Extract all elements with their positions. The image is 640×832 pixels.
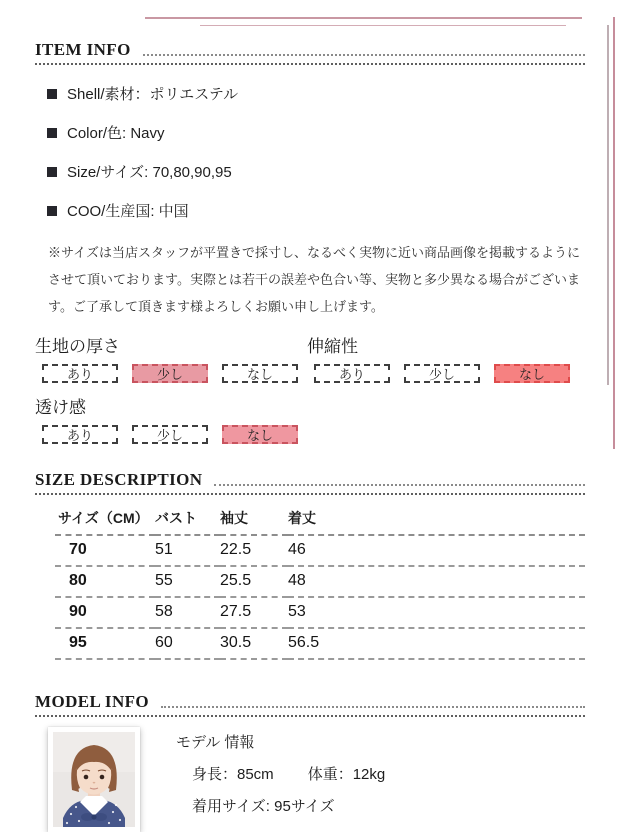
dotted-rule xyxy=(161,706,585,708)
column-header-sleeve: 袖丈 xyxy=(220,505,288,535)
model-info-header xyxy=(35,692,585,717)
cell-length: 53 xyxy=(288,597,585,628)
table-row xyxy=(55,628,585,659)
cell-sleeve: 27.5 xyxy=(220,597,288,628)
list-item-color xyxy=(35,122,585,143)
cell-sleeve: 22.5 xyxy=(220,535,288,566)
fabric-attributes xyxy=(35,332,585,444)
bullet-square-icon xyxy=(47,167,57,177)
option-box-ari: あり xyxy=(314,364,390,383)
item-info-list xyxy=(35,83,585,221)
attribute-group-thickness xyxy=(35,332,307,383)
model-info-title: MODEL INFO xyxy=(35,692,150,711)
size-description-header xyxy=(35,470,585,495)
cell-length: 46 xyxy=(288,535,585,566)
decorative-side-line-2 xyxy=(613,17,615,449)
cell-bust: 58 xyxy=(155,597,220,628)
cell-bust: 51 xyxy=(155,535,220,566)
option-box-nashi: なし xyxy=(222,364,298,383)
attribute-options xyxy=(42,364,307,383)
dotted-rule xyxy=(143,54,585,56)
cell-size: 90 xyxy=(55,597,155,628)
attribute-label: 生地の厚さ xyxy=(35,337,120,356)
cell-bust: 55 xyxy=(155,566,220,597)
size-table-header-row xyxy=(55,505,585,535)
decorative-top-line-2 xyxy=(200,25,566,26)
column-header-size: サイズ（CM） xyxy=(55,505,155,535)
list-item-label: Color/色: Navy xyxy=(67,125,165,142)
cell-bust: 60 xyxy=(155,628,220,659)
bullet-square-icon xyxy=(47,128,57,138)
list-item-label: Shell/素材：ポリエステル xyxy=(67,86,239,103)
column-header-length: 着丈 xyxy=(288,505,585,535)
option-box-sukoshi-selected: 少し xyxy=(132,364,208,383)
decorative-side-line-1 xyxy=(607,25,609,385)
cell-length: 56.5 xyxy=(288,628,585,659)
cell-size: 70 xyxy=(55,535,155,566)
cell-length: 48 xyxy=(288,566,585,597)
model-height-weight xyxy=(192,763,385,784)
decorative-top-line-1 xyxy=(145,17,582,19)
attribute-label: 透け感 xyxy=(35,398,86,417)
option-box-ari: あり xyxy=(42,364,118,383)
table-row xyxy=(55,597,585,628)
bullet-square-icon xyxy=(47,206,57,216)
attribute-group-sheerness xyxy=(35,393,307,444)
table-row xyxy=(55,535,585,566)
model-heading: モデル 情報 xyxy=(176,734,255,751)
dotted-rule xyxy=(214,484,585,486)
attribute-options xyxy=(42,425,307,444)
model-wearing-size: 着用サイズ: 95サイズ xyxy=(192,798,335,815)
model-stats xyxy=(176,727,385,832)
option-box-ari: あり xyxy=(42,425,118,444)
cell-size: 80 xyxy=(55,566,155,597)
item-info-header xyxy=(35,40,585,65)
cell-sleeve: 25.5 xyxy=(220,566,288,597)
cell-sleeve: 30.5 xyxy=(220,628,288,659)
cell-size: 95 xyxy=(55,628,155,659)
list-item-shell xyxy=(35,83,585,104)
column-header-bust: バスト xyxy=(155,505,220,535)
option-box-nashi-selected: なし xyxy=(494,364,570,383)
option-box-nashi-selected: なし xyxy=(222,425,298,444)
attribute-options xyxy=(314,364,585,383)
child-model-illustration xyxy=(53,732,135,827)
list-item-coo xyxy=(35,200,585,221)
list-item-label: COO/生産国: 中国 xyxy=(67,203,189,220)
size-table xyxy=(55,505,585,660)
model-photo xyxy=(48,727,140,832)
option-box-sukoshi: 少し xyxy=(132,425,208,444)
size-disclaimer-note: ※サイズは当店スタッフが平置きで採寸し、なるべく実物に近い商品画像を掲載するようにさせて頂いております。実際とは若干の誤差や色合い等、実物と多少異なる場合がございます。ご了承して頂きます様よろしくお願い申し上げます。 xyxy=(48,245,580,314)
item-info-title: ITEM INFO xyxy=(35,40,131,59)
bullet-square-icon xyxy=(47,89,57,99)
option-box-sukoshi: 少し xyxy=(404,364,480,383)
model-weight: 体重：12kg xyxy=(307,766,386,783)
model-info-section xyxy=(35,692,585,832)
list-item-label: Size/サイズ: 70,80,90,95 xyxy=(67,164,232,181)
size-description-section xyxy=(35,470,585,660)
list-item-size xyxy=(35,161,585,182)
size-description-title: SIZE DESCRIPTION xyxy=(35,470,203,489)
table-row xyxy=(55,566,585,597)
attribute-group-stretch xyxy=(307,332,585,383)
model-height: 身長：85cm xyxy=(192,766,274,783)
attribute-label: 伸縮性 xyxy=(307,337,358,356)
